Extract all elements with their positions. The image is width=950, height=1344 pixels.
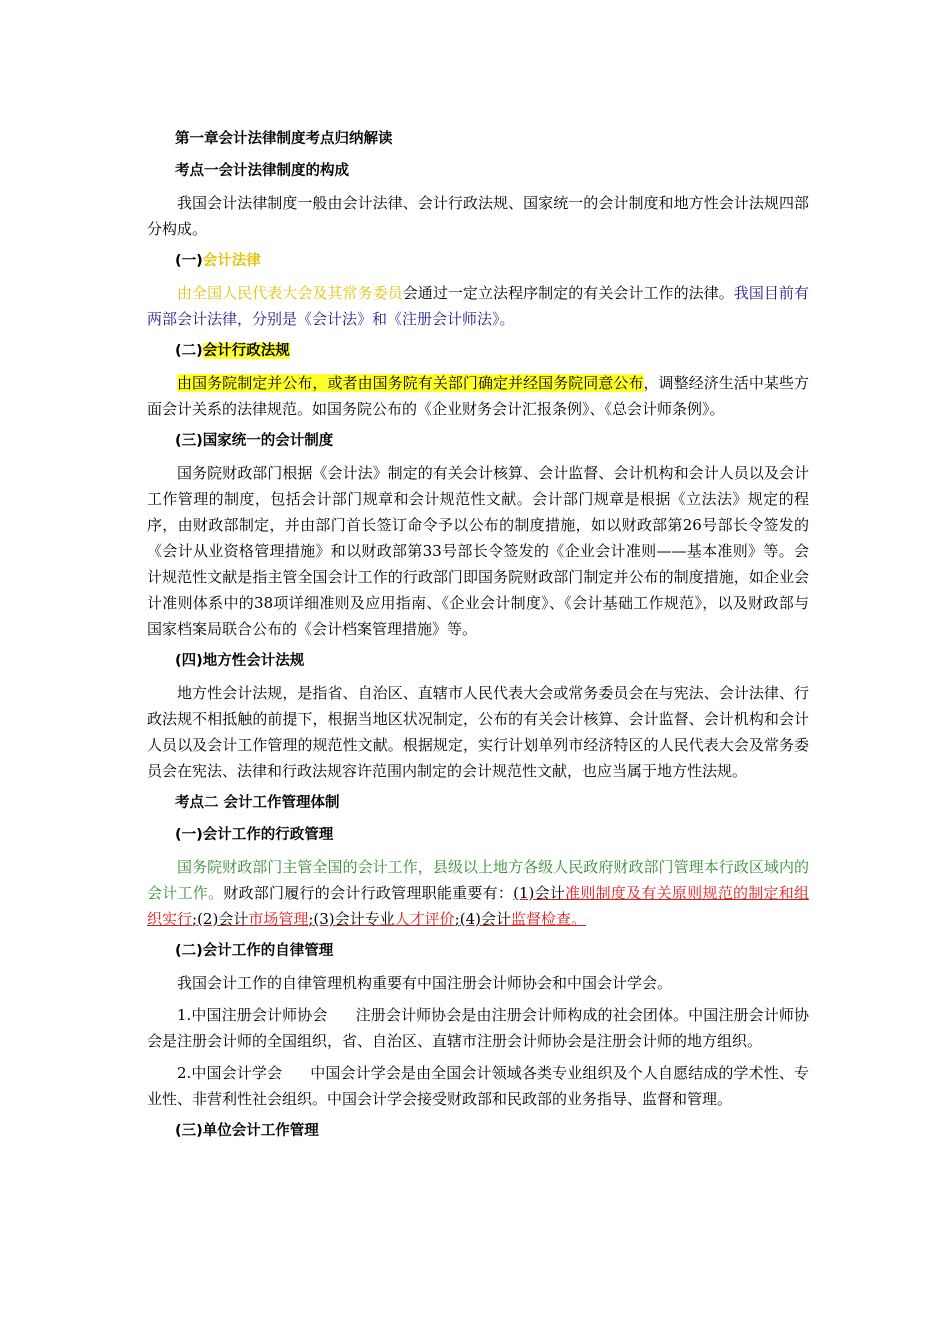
item-text: 中国会计学会是由全国会计领域各类专业组织及个人自愿结成的学术性、专业性、非营利性社会组织。中国会计学会接受财政部和民政部的业务指导、监督和管理。 — [147, 1064, 809, 1108]
highlighted-phrase: 由全国人民代表大会及其常务委员 — [177, 284, 403, 302]
duty-num: (3)会计专业 — [313, 910, 395, 928]
section-local-regulations-heading: (四)地方性会计法规 — [175, 653, 305, 669]
self-regulation-paragraph: 我国会计工作的自律管理机构重要有中国注册会计师协会和中国会计学会。 — [177, 974, 673, 992]
duty-sep: 。 — [571, 910, 587, 928]
duty-key: 准则制度及有关原则规范的制定和组织实行 — [147, 884, 809, 928]
asc-paragraph — [147, 1060, 809, 1112]
section-title-highlight: 会计法律 — [202, 253, 261, 269]
duty-item-4 — [460, 910, 586, 928]
section-prefix: (二) — [175, 343, 203, 359]
accounting-law-paragraph — [147, 280, 809, 332]
point1-intro: 我国会计法律制度一般由会计法律、会计行政法规、国家统一的会计制度和地方性会计法规四部分构成。 — [147, 194, 809, 238]
section-unit-management-heading: (三)单位会计工作管理 — [175, 1123, 319, 1139]
duty-sep: ; — [308, 910, 314, 928]
section-title-highlight: 会计行政法规 — [202, 343, 290, 359]
duty-num: (2)会计 — [197, 910, 249, 928]
green-text: 国务院财政部门主管全国的会计工作，县级以上地方各级人民政府财政部门管理本行政区域内的会计工作。 — [147, 858, 809, 902]
section-unified-system-heading: (三)国家统一的会计制度 — [175, 433, 334, 449]
section-prefix: (一) — [175, 253, 203, 269]
duty-key: 人才评价 — [394, 910, 455, 928]
local-regulations-paragraph: 地方性会计法规，是指省、自治区、直辖市人民代表大会或常务委员会在与宪法、会计法律、行政法规不相抵触的前提下，根据当地区状况制定，公布的有关会计核算、会计监督、会计机构和会计人员以及会计工作管理的规范性文献。根据规定，实行计划单列市经济特区的人民代表大会及常务委员会在宪法、法律和行政法规容许范围内制定的会计规范性文献，也应当属于地方性法规。 — [147, 684, 809, 780]
item-label: 2.中国会计学会 — [177, 1064, 283, 1082]
section-admin-regulations-heading — [175, 338, 809, 364]
point1-heading: 考点一会计法律制度的构成 — [175, 163, 349, 179]
admin-regulations-paragraph — [147, 370, 809, 422]
highlighted-phrase: 由国务院制定并公布，或者由国务院有关部门确定并经国务院同意公布 — [177, 374, 644, 392]
item-text: 注册会计师协会是由注册会计师构成的社会团体。中国注册会计师协会是注册会计师的全国组织，省、自治区、直辖市注册会计师协会是注册会计师的地方组织。 — [147, 1006, 809, 1050]
admin-management-paragraph — [147, 854, 809, 932]
duty-num: (1)会计 — [513, 884, 566, 902]
unified-system-paragraph: 国务院财政部门根据《会计法》制定的有关会计核算、会计监督、会计机构和会计人员以及会计工作管理的制度，包括会计部门规章和会计规范性文献。会计部门规章是根据《立法法》规定的程序，由财政部制定，并由部门首长签订命令予以公布的制度措施，如以财政部第26号部长令签发的《会计从业资格管理措施》和以财政部第33号部长令签发的《企业会计准则——基本准则》等。会计规范性文献是指主管全国会计工作的行政部门即国务院财政部门制定并公布的制度措施，如企业会计准则体系中的38项详细准则及应用指南、《企业会计制度》、《会计基础工作规范》，以及财政部与国家档案局联合公布的《会计档案管理措施》等。 — [147, 464, 809, 638]
paragraph-text: 会通过一定立法程序制定的有关会计工作的法律。 — [402, 284, 734, 302]
chapter-title: 第一章会计法律制度考点归纳解读 — [175, 131, 393, 147]
duty-item-3 — [313, 910, 459, 928]
section-self-regulation-heading: (二)会计工作的自律管理 — [175, 943, 334, 959]
document-page — [147, 126, 809, 1150]
cicpa-paragraph — [147, 1002, 809, 1054]
duty-key: 监督检查 — [510, 910, 571, 928]
duty-sep: ; — [192, 910, 198, 928]
duty-item-2 — [197, 910, 313, 928]
duty-sep: ; — [454, 910, 460, 928]
two-laws-sentence: 我国目前有两部会计法律，分别是《会计法》和《注册会计师法》。 — [147, 284, 809, 328]
section-admin-management-heading: (一)会计工作的行政管理 — [175, 827, 334, 843]
point2-heading: 考点二 会计工作管理体制 — [175, 795, 340, 811]
item-label: 1.中国注册会计师协会 — [177, 1006, 328, 1024]
duty-num: (4)会计 — [459, 910, 511, 928]
paragraph-text: ，调整经济生活中某些方面会计关系的法律规范。如国务院公布的《企业财务会计汇报条例》、《总会计师条例》。 — [147, 374, 809, 418]
paragraph-text: 财政部门履行的会计行政管理职能重要有： — [223, 884, 514, 902]
section-accounting-law-heading — [175, 248, 809, 274]
duty-key: 市场管理 — [248, 910, 309, 928]
